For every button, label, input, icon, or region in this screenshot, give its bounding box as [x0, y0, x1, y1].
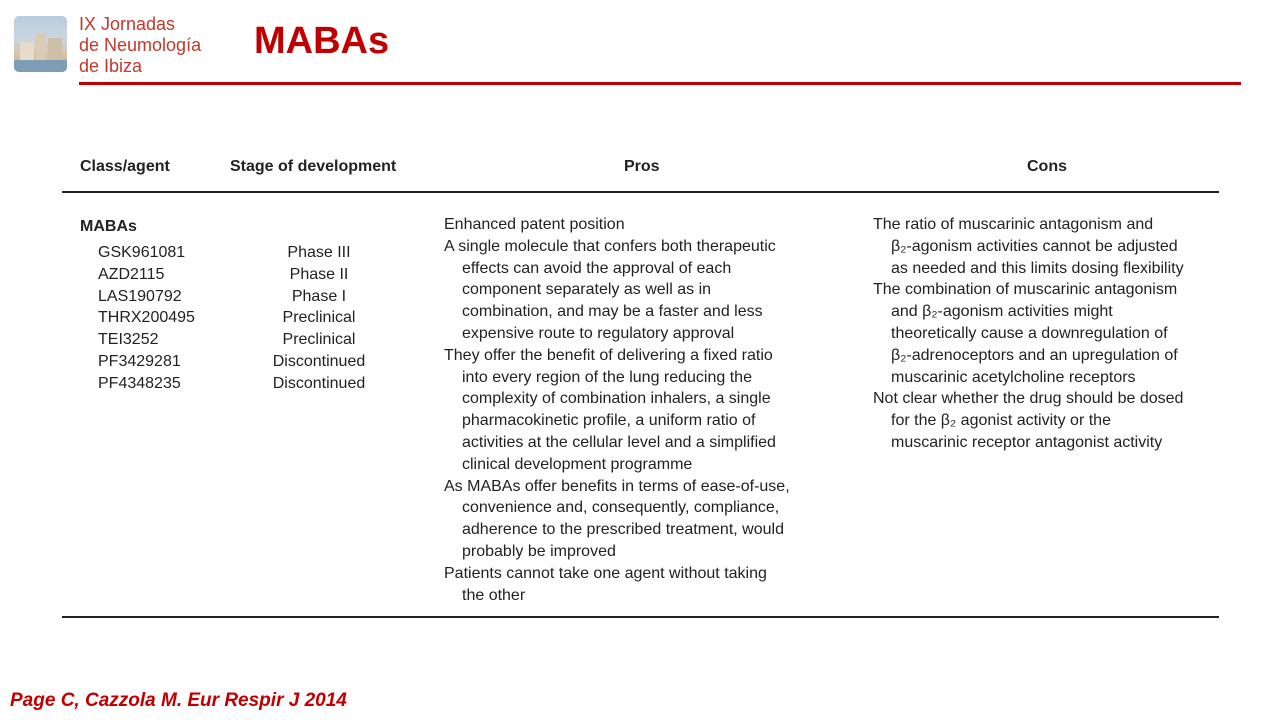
pros-list — [444, 214, 854, 606]
pro-item: Enhanced patent position — [444, 216, 625, 233]
stage-value: Phase I — [291, 287, 347, 305]
pro-item: They offer the benefit of delivering a fixed ratio into every region of the lung reducing the complexity of combination inhalers, a single pharmacokinetic profile, a uniform ratio of activities at the cellular level and a simplified clinical development programme — [444, 346, 776, 473]
col-header-cons: Cons — [1027, 158, 1067, 175]
agent-name: TEI3252 — [98, 331, 159, 349]
stage-value: Discontinued — [272, 374, 366, 392]
agent-name: PF4348235 — [98, 374, 181, 392]
col-header-pros: Pros — [624, 158, 660, 175]
con-item: The combination of muscarinic antagonism and β₂-agonism activities might theoretically cause a downregulation of β₂-adrenoceptors and an upregulation of muscarinic acetylcholine receptors — [873, 281, 1178, 386]
logo-line-1: IX Jornadas — [79, 14, 176, 34]
stage-value: Phase II — [289, 265, 349, 283]
slide-title: MABAs — [254, 20, 390, 62]
stage-list — [246, 242, 392, 395]
agent-name: AZD2115 — [98, 265, 165, 283]
agent-name: PF3429281 — [98, 352, 181, 370]
agent-list — [98, 242, 195, 395]
table-top-rule — [62, 191, 1219, 193]
stage-value: Preclinical — [282, 331, 356, 349]
agent-name: LAS190792 — [98, 287, 182, 305]
agent-name: THRX200495 — [98, 309, 195, 327]
con-item: Not clear whether the drug should be dosed for the β₂ agonist activity or the muscarinic receptor antagonist activity — [873, 390, 1184, 451]
pro-item: As MABAs offer benefits in terms of ease-of-use, convenience and, consequently, compliance, adherence to the prescribed treatment, would probably be improved — [444, 477, 790, 560]
pro-item: Patients cannot take one agent without taking the other — [444, 564, 767, 604]
stage-value: Phase III — [287, 244, 351, 261]
stage-value: Discontinued — [272, 352, 366, 370]
title-divider — [79, 82, 1241, 85]
logo-line-2: de Neumología — [79, 35, 202, 55]
col-header-class-agent: Class/agent — [80, 158, 170, 175]
agent-name: GSK961081 — [98, 244, 186, 261]
col-header-stage: Stage of development — [230, 158, 397, 175]
logo-line-3: de Ibiza — [79, 56, 143, 76]
con-item: The ratio of muscarinic antagonism and β₂-agonism activities cannot be adjusted as needed and this limits dosing flexibility — [873, 216, 1184, 277]
cons-list — [873, 214, 1233, 454]
ibiza-logo-image — [14, 16, 67, 72]
table-bottom-rule — [62, 616, 1219, 618]
conference-logo-text — [79, 14, 201, 77]
stage-value: Preclinical — [282, 309, 356, 327]
citation: Page C, Cazzola M. Eur Respir J 2014 — [10, 690, 347, 711]
group-label-mabas: MABAs — [80, 218, 137, 235]
pro-item: A single molecule that confers both therapeutic effects can avoid the approval of each component separately as well as in combination, and may be a faster and less expensive route to regulatory approval — [444, 237, 776, 342]
